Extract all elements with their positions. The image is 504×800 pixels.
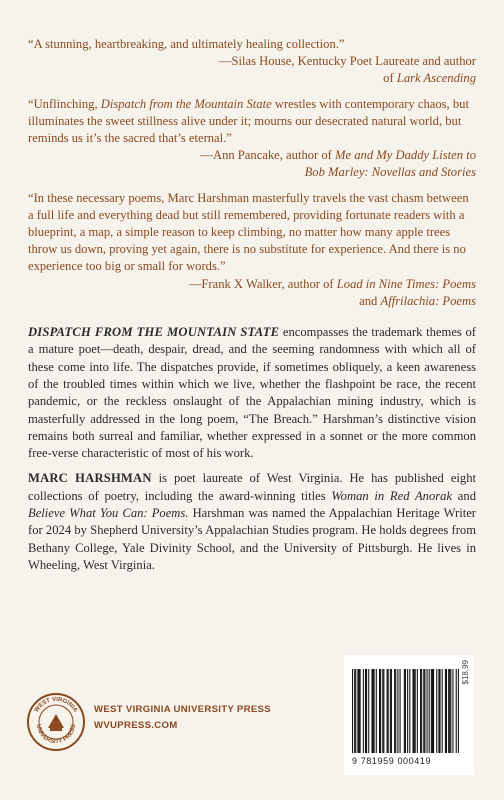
book-title: Bob Marley: Novellas and Stories <box>304 165 476 180</box>
book-title: Lark Ascending <box>396 71 476 86</box>
blurb-quote: “In these necessary poems, Marc Harshman masterfully travels the vast chasm between a full life and everything dead but still remembered, providing fortunate readers with a blueprint, a map, a simple reason to keep climbing, no matter how many apple trees throw us down, proving yet again, there is no substitute for experience. And there is no experience too big or small for words.” <box>28 190 469 274</box>
barcode-bar <box>388 669 389 753</box>
blurb-frank-x-walker <box>28 190 476 310</box>
book-description: DISPATCH FROM THE MOUNTAIN STATE encompasses the trademark themes of a mature poet—death, despair, dread, and the seeming randomness with which all of these come into life. The dispatches provide, if sometimes obliquely, a keen awareness of the troubled times within which we live, whether the flashpoint be race, the recent pandemic, or the reckless onslaught of the Appalachian mining industry, which is masterfully addressed in the long poem, “The Breach.” Harshman’s distinctive vision remains both surreal and familiar, whether expressed in a sonnet or the more common free-verse characteristic of most of his work. <box>28 325 476 461</box>
barcode-bar <box>424 669 425 753</box>
barcode-bar <box>360 669 361 753</box>
price-label: $18.99 <box>461 660 470 685</box>
barcode-bar <box>445 669 446 753</box>
barcode-bar <box>374 669 375 753</box>
barcode-bar <box>357 669 358 753</box>
barcode-bar <box>395 669 396 753</box>
book-title-caps: DISPATCH FROM THE MOUNTAIN STATE <box>28 325 280 340</box>
book-title: Load in Nine Times: Poems <box>336 276 476 291</box>
barcode-bar <box>405 669 406 753</box>
author-name: MARC HARSHMAN <box>28 471 152 486</box>
barcode-bar <box>382 669 383 753</box>
university-seal-icon <box>26 692 86 752</box>
barcode-bar <box>442 669 443 753</box>
barcode-bar <box>380 669 381 753</box>
barcode-bar <box>421 669 422 753</box>
attribution-line: —Silas House, Kentucky Poet Laureate and author <box>218 54 476 69</box>
blurb-ann-pancake <box>28 96 476 182</box>
svg-text:WEST VIRGINIA: WEST VIRGINIA <box>33 696 79 714</box>
barcode-bar <box>456 669 457 753</box>
author-bio: MARC HARSHMAN is poet laureate of West Virginia. He has published eight collections of poetry, including the award-winning titles Woman in Red Anorak and Believe What You Can: Poems. Harshman was named the Appalachian Heritage Writer for 2024 by Shepherd University’s Appalachian Studies program. He holds degrees from Bethany College, Yale Divinity School, and the University of Pittsburgh. He lives in Wheeling, West Virginia. <box>28 471 477 572</box>
barcode-bar <box>368 669 369 753</box>
barcode-bar <box>436 669 437 753</box>
barcode-bar <box>448 669 449 753</box>
barcode-bar <box>446 669 447 753</box>
barcode-bar <box>376 669 377 753</box>
barcode-bar <box>429 669 430 753</box>
back-cover-text <box>28 36 476 574</box>
attribution-line: —Frank X Walker, author of Load in Nine Times: Poems <box>188 276 476 291</box>
blurb-attribution <box>28 147 476 181</box>
barcode-bar <box>394 669 395 753</box>
book-title: Dispatch from the Mountain State <box>100 96 272 111</box>
blurb-attribution <box>28 53 476 87</box>
barcode-bar <box>458 669 459 753</box>
barcode-bar <box>355 669 356 753</box>
barcode-bar <box>387 669 388 753</box>
publisher-logo-block <box>26 692 286 752</box>
barcode-bar <box>363 669 364 753</box>
barcode-bar <box>438 669 439 753</box>
book-title: Woman in Red Anorak <box>331 488 453 503</box>
barcode-bar <box>354 669 355 753</box>
barcode-bar <box>366 669 367 753</box>
publisher-name: WEST VIRGINIA UNIVERSITY PRESS <box>94 704 271 715</box>
barcode-bar <box>439 669 440 753</box>
blurb-quote: “Unflinching, Dispatch from the Mountain State wrestles with contemporary chaos, but illuminates the sweet stillness alive under it; mourns our desecrated natural world, but reminds us it’s the sacred that’s eternal.” <box>28 96 469 146</box>
barcode-bar <box>415 669 416 753</box>
barcode-bar <box>409 669 410 753</box>
barcode-bar <box>433 669 434 753</box>
barcode-bar <box>423 669 424 753</box>
blurb-silas-house <box>28 36 476 88</box>
barcode-bar <box>391 669 392 753</box>
barcode-bar <box>452 669 453 753</box>
barcode-bar <box>383 669 384 753</box>
isbn-number: 9 781959 000419 <box>352 756 432 766</box>
barcode-bar <box>358 669 359 753</box>
barcode-bar <box>414 669 415 753</box>
svg-text:UNIVERSITY PRESS: UNIVERSITY PRESS <box>34 723 78 746</box>
attribution-line: and Affrilachia: Poems <box>359 293 476 308</box>
attribution-line: —Ann Pancake, author of Me and My Daddy Listen to <box>200 148 476 163</box>
publisher-url[interactable]: WVUPRESS.COM <box>94 720 178 731</box>
book-title: Affrilachia: Poems <box>380 293 476 308</box>
barcode-bar <box>432 669 433 753</box>
attribution-line: of Lark Ascending <box>383 71 476 86</box>
book-title: Me and My Daddy Listen to <box>335 148 476 163</box>
barcode-bar <box>450 669 451 753</box>
barcode-bar <box>352 669 353 753</box>
barcode-bar <box>371 669 372 753</box>
barcode-bar <box>449 669 450 753</box>
barcode-bar <box>400 669 401 753</box>
barcode-bar <box>417 669 418 753</box>
barcode-bar <box>412 669 413 753</box>
barcode-bar <box>404 669 405 753</box>
blurb-quote: “A stunning, heartbreaking, and ultimately healing collection.” <box>28 37 345 51</box>
barcode-bar <box>390 669 391 753</box>
book-title: Believe What You Can: Poems. <box>28 506 189 521</box>
barcode-bar <box>397 669 398 753</box>
barcode-bar <box>379 669 380 753</box>
barcode-bar <box>427 669 428 753</box>
barcode-bar <box>420 669 421 753</box>
barcode-bar <box>431 669 432 753</box>
barcode-bar <box>373 669 374 753</box>
barcode-bar <box>407 669 408 753</box>
blurb-attribution <box>28 276 476 310</box>
barcode-bar <box>365 669 366 753</box>
